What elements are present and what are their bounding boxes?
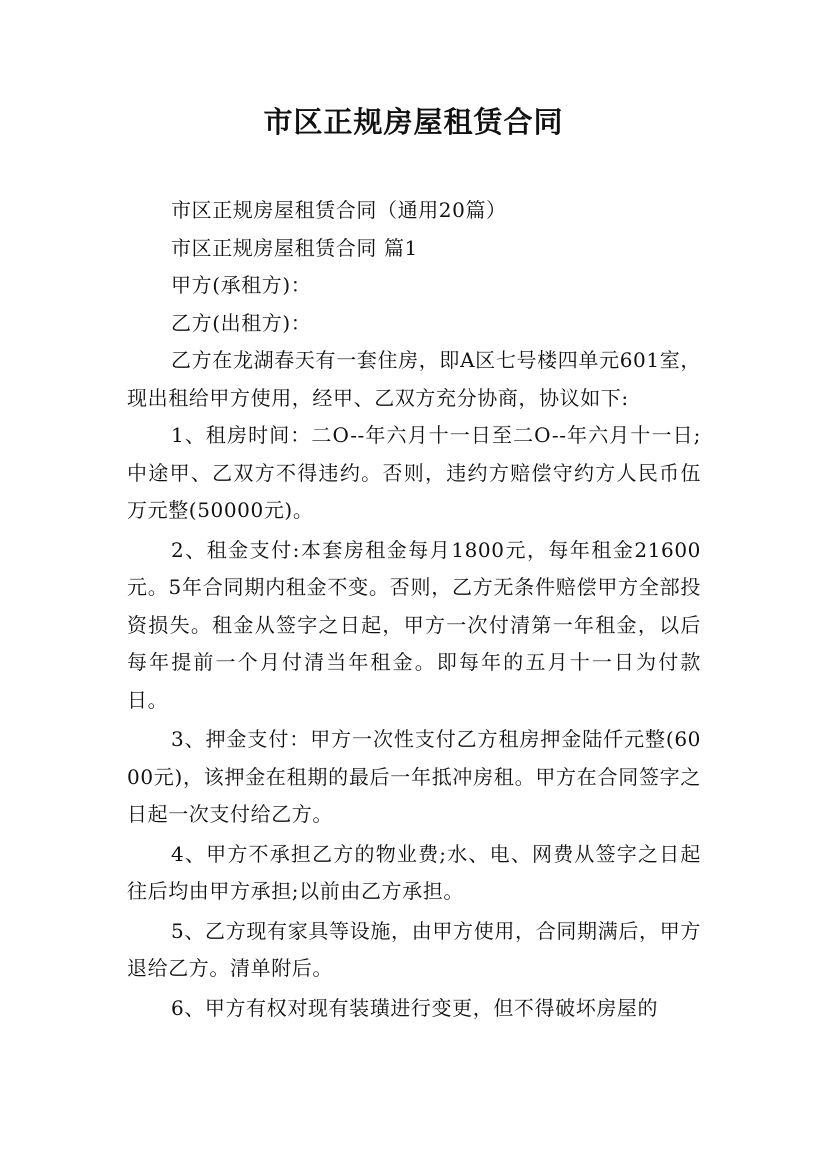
paragraph-subtitle: 市区正规房屋租赁合同（通用20篇） bbox=[171, 198, 507, 222]
document-body bbox=[127, 192, 701, 1027]
paragraph-clause-1: 1、租房时间：二O--年六月十一日至二O--年六月十一日;中途甲、乙双方不得违约。否则，违约方赔偿守约方人民币伍万元整(50000元)。 bbox=[127, 423, 701, 522]
paragraph-clause-4: 4、甲方不承担乙方的物业费;水、电、网费从签字之日起往后均由甲方承担;以前由乙方承担。 bbox=[127, 841, 701, 903]
paragraph-clause-6: 6、甲方有权对现有装璜进行变更，但不得破坏房屋的 bbox=[171, 995, 659, 1020]
paragraph-clause-5: 5、乙方现有家具等设施，由甲方使用，合同期满后，甲方退给乙方。清单附后。 bbox=[127, 918, 701, 980]
paragraph-party-b: 乙方(出租方)： bbox=[171, 310, 312, 335]
paragraph-clause-3: 3、押金支付：甲方一次性支付乙方租房押金陆仟元整(6000元)，该押金在租期的最后一年抵冲房租。甲方在合同签字之日起一次支付给乙方。 bbox=[127, 727, 701, 826]
paragraph-party-a: 甲方(承租方)： bbox=[171, 273, 312, 297]
document-title: 市区正规房屋租赁合同 bbox=[263, 105, 564, 139]
paragraph-clause-2: 2、租金支付:本套房租金每月1800元，每年租金21600元。5年合同期内租金不变。否则，乙方无条件赔偿甲方全部投资损失。租金从签字之日起，甲方一次付清第一年租金，以后每年提前一个月付清当年租金。即每年的五月十一日为付款日。 bbox=[127, 537, 701, 712]
paragraph-intro: 乙方在龙湖春天有一套住房，即A区七号楼四单元601室，现出租给甲方使用，经甲、乙双方充分协商，协议如下: bbox=[127, 348, 701, 410]
paragraph-section-heading: 市区正规房屋租赁合同 篇1 bbox=[171, 235, 418, 260]
